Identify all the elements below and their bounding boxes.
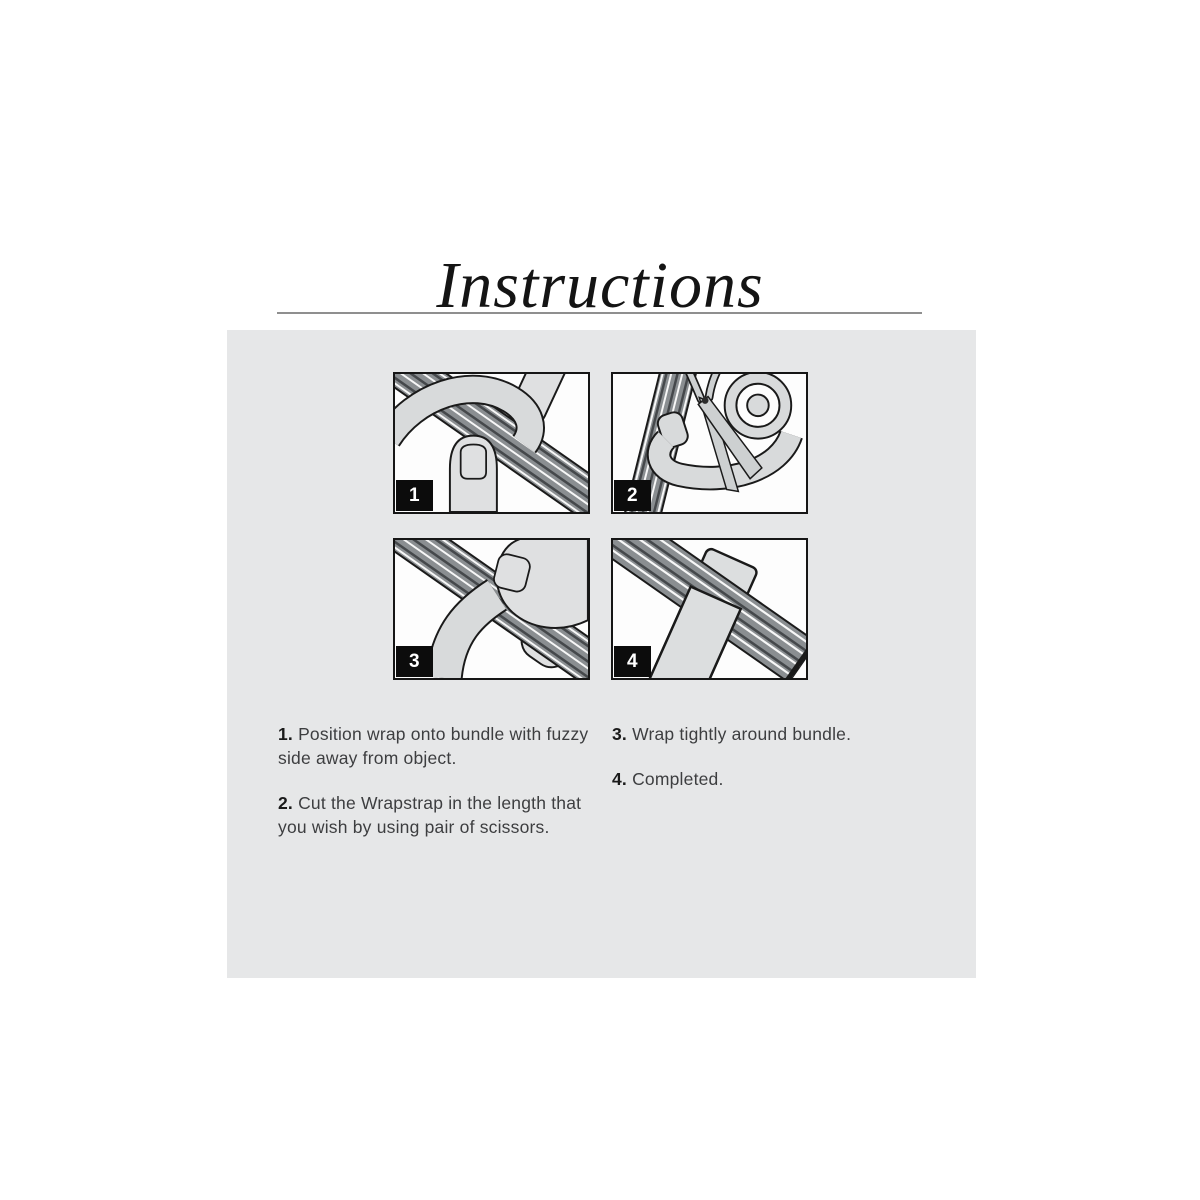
- step-4-caption-number: 4.: [612, 769, 627, 789]
- step-2-caption: [278, 791, 594, 839]
- step-4-caption: [612, 767, 947, 791]
- step-4-badge: 4: [614, 646, 651, 677]
- step-3-caption: [612, 722, 947, 746]
- step-panel-4: [611, 538, 808, 680]
- page-title: Instructions: [436, 249, 764, 322]
- step-3-badge: 3: [396, 646, 433, 677]
- step-2-badge: 2: [614, 480, 651, 511]
- captions-right-column: [612, 722, 947, 812]
- step-4-caption-text: Completed.: [632, 769, 724, 789]
- step-2-caption-text: Cut the Wrapstrap in the length that you wish by using pair of scissors.: [278, 793, 582, 837]
- step-1-caption-text: Position wrap onto bundle with fuzzy side away from object.: [278, 724, 589, 768]
- step-panel-3: [393, 538, 590, 680]
- instructions-panel: [227, 330, 976, 978]
- step-2-caption-number: 2.: [278, 793, 293, 813]
- step-1-caption: [278, 722, 594, 770]
- step-panel-2: [611, 372, 808, 514]
- step-1-badge: 1: [396, 480, 433, 511]
- step-panel-1: [393, 372, 590, 514]
- step-1-caption-number: 1.: [278, 724, 293, 744]
- step-3-caption-text: Wrap tightly around bundle.: [632, 724, 852, 744]
- captions-left-column: [278, 722, 594, 860]
- step-3-caption-number: 3.: [612, 724, 627, 744]
